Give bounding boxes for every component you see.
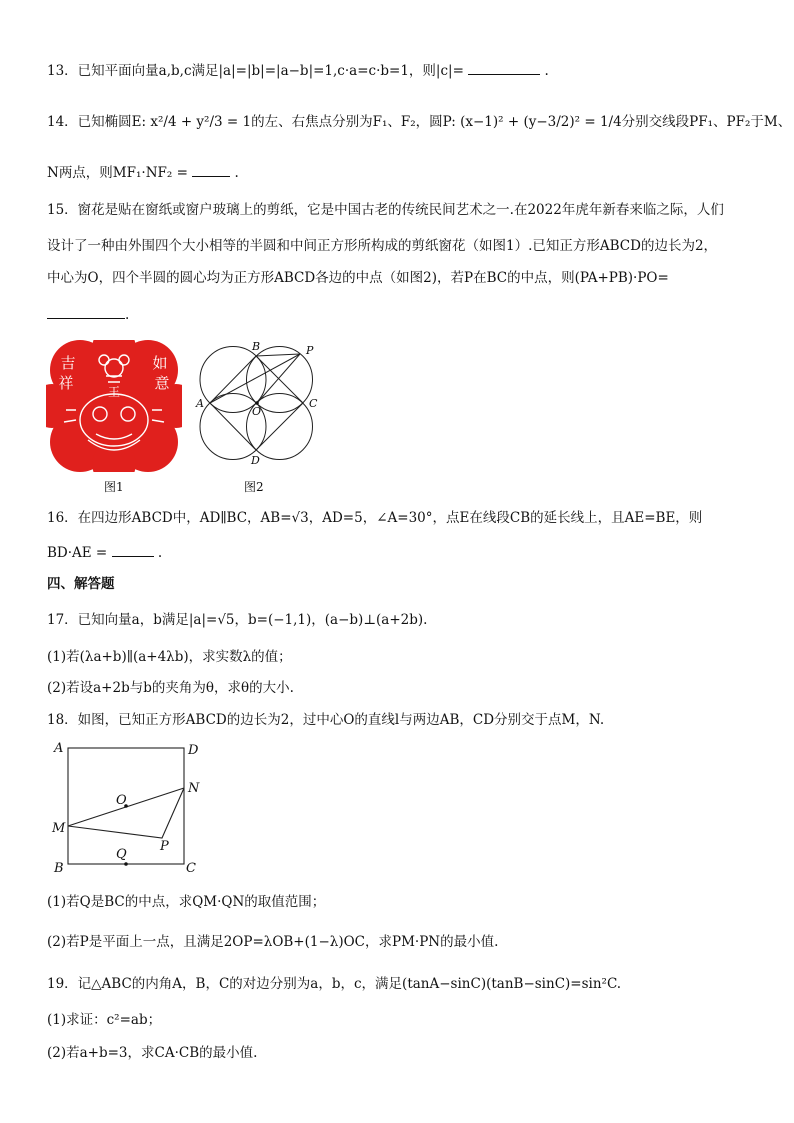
fig18-label-o: O (116, 793, 127, 808)
fig2-label-b: B (252, 340, 261, 353)
question-17-line-1: 17．已知向量a，b满足|a|=√5，b=(−1,1)，(a−b)⊥(a+2b). (47, 612, 428, 628)
q16-text: BD·AE = (47, 545, 112, 561)
q13-end: . (540, 63, 549, 79)
question-14-line-2 (47, 162, 239, 183)
fig2-label-a: A (196, 397, 204, 410)
q13-text: 13．已知平面向量a,b,c满足|a|=|b|=|a−b|=1,c·a=c·b=1，则|c|= (47, 63, 469, 79)
fig18-label-a: A (54, 741, 64, 756)
figure-1-paper-cut (46, 340, 182, 472)
q14-text: N两点，则MF₁·NF₂ = (47, 165, 193, 181)
fig18-label-q: Q (116, 847, 127, 862)
question-14-line-1: 14．已知椭圆E: x²/4 + y²/3 = 1的左、右焦点分别为F₁、F₂，圆P: (x−1)² + (y−3/2)² = 1/4分别交线段PF₁、PF₂于M、 (47, 114, 792, 130)
question-16-line-2 (47, 542, 162, 563)
question-19-part-1: (1)求证：c²=ab； (47, 1012, 162, 1028)
fig2-label-p: P (306, 344, 314, 357)
question-19-line-1: 19．记△ABC的内角A，B，C的对边分别为a，b，c，满足(tanA−sinC)(tanB−sinC)=sin²C. (47, 976, 622, 992)
figure-2-caption: 图2 (244, 480, 264, 494)
question-15-line-2: 设计了一种由外围四个大小相等的半圆和中间正方形所构成的剪纸窗花（如图1）.已知正方形ABCD的边长为2， (47, 238, 718, 254)
fig18-label-n: N (188, 781, 200, 796)
question-17-part-2: (2)若设a+2b与b的夹角为θ，求θ的大小. (47, 680, 294, 696)
fig1-char-wang: 王 (107, 385, 121, 399)
q15-answer-blank[interactable] (47, 304, 125, 319)
q15-end: . (125, 307, 130, 323)
fig18-label-m: M (52, 821, 66, 836)
q16-end: . (153, 545, 163, 561)
fig1-char-yi: 意 (154, 374, 170, 392)
figure-q18-square (46, 736, 216, 876)
fig1-char-ru: 如 (152, 354, 168, 372)
question-18-part-1: (1)若Q是BC的中点，求QM·QN的取值范围； (47, 894, 326, 910)
fig2-label-d: D (251, 454, 260, 467)
section-4-title: 四、解答题 (47, 576, 115, 592)
question-18-line-1: 18．如图，已知正方形ABCD的边长为2，过中心O的直线l与两边AB，CD分别交于点M，N. (47, 712, 605, 728)
question-15-line-1: 15．窗花是贴在窗纸或窗户玻璃上的剪纸，它是中国古老的传统民间艺术之一.在2022年虎年新春来临之际，人们 (47, 202, 724, 218)
fig18-label-d: D (188, 743, 199, 758)
fig1-char-ji: 吉 (60, 354, 76, 372)
question-18-part-2: (2)若P是平面上一点，且满足2OP=λOB+(1−λ)OC，求PM·PN的最小值. (47, 934, 499, 950)
figure-2-diagram (190, 338, 330, 472)
fig2-label-c: C (309, 397, 318, 410)
question-17-part-1: (1)若(λa+b)∥(a+4λb)，求实数λ的值； (47, 649, 292, 665)
fig1-char-xiang: 祥 (58, 374, 74, 392)
figure-1-caption: 图1 (104, 480, 124, 494)
fig18-label-c: C (186, 861, 196, 876)
q16-answer-blank[interactable] (112, 542, 154, 557)
question-15-line-4 (47, 304, 129, 325)
fig2-label-o: O (252, 405, 262, 418)
q14-end: . (230, 165, 239, 181)
question-16-line-1: 16．在四边形ABCD中，AD∥BC，AB=√3，AD=5，∠A=30°，点E在线段CB的延长线上，且AE=BE，则 (47, 510, 703, 526)
q14-answer-blank[interactable] (192, 162, 230, 177)
question-19-part-2: (2)若a+b=3，求CA·CB的最小值. (47, 1045, 258, 1061)
question-13 (47, 60, 549, 81)
q13-answer-blank[interactable] (468, 60, 540, 75)
fig18-label-b: B (54, 861, 64, 876)
question-15-line-3: 中心为O，四个半圆的圆心均为正方形ABCD各边的中点（如图2)，若P在BC的中点，则(PA+PB)·PO= (47, 270, 669, 286)
fig18-label-p: P (160, 839, 169, 854)
